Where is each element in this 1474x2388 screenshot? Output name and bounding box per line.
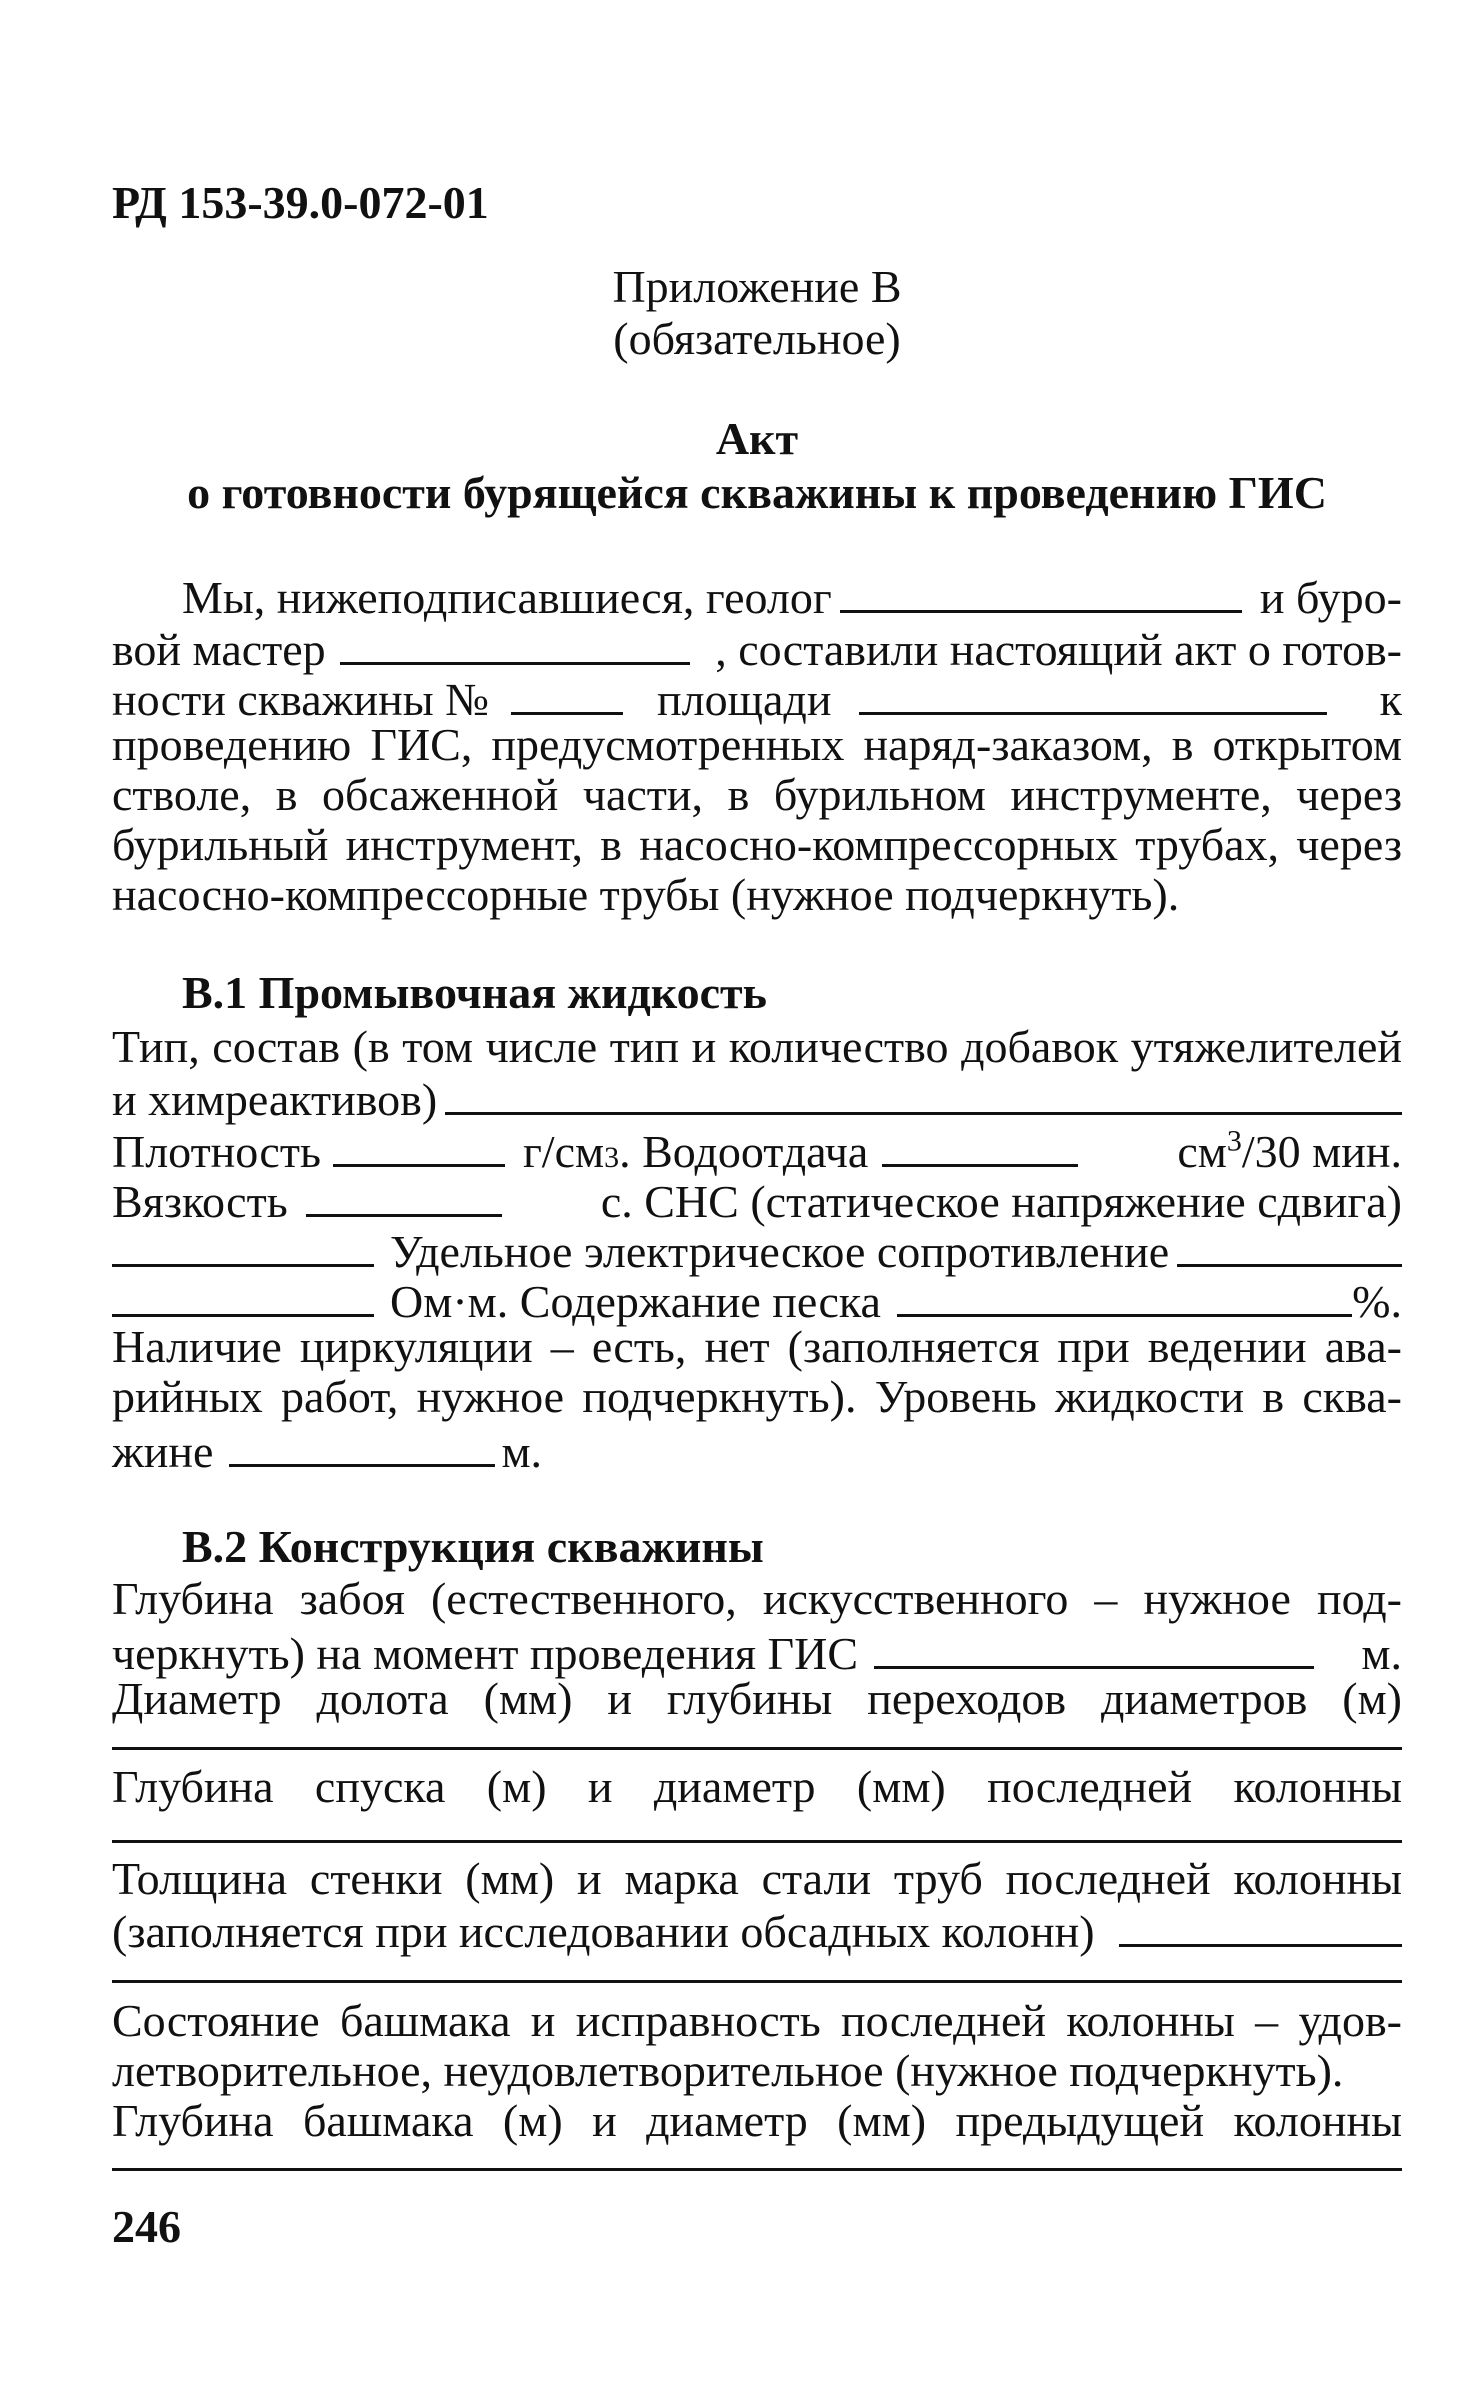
b1-line-3: Плотность г/см 3 . Водоотдача $см^3/30$ мин.: [112, 1120, 1402, 1179]
fluid-loss-field[interactable]: [882, 1120, 1078, 1167]
previous-casing-field[interactable]: [112, 2168, 1402, 2171]
geologist-field[interactable]: [840, 568, 1242, 613]
intro-line-1: Мы, нижеподписавшиеся, геолог и буро-: [112, 568, 1402, 625]
well-number-field[interactable]: [511, 668, 623, 715]
intro-line-2: вой мастер , составили настоящий акт о готов-: [112, 618, 1402, 677]
intro-line-7: насосно-компрессорные трубы (нужное подчеркнуть).: [112, 869, 1180, 920]
intro-line-4: проведению ГИС, предусмотренных наряд-заказом, в открытом: [112, 719, 1402, 770]
b2-line-8: летворительное, неудовлетворительное (нужное подчеркнуть).: [112, 2045, 1344, 2096]
intro-line-6: бурильный инструмент, в насосно-компрессорных трубах, через: [112, 819, 1402, 870]
drilling-master-field[interactable]: [340, 618, 690, 665]
casing-depth-field[interactable]: [112, 1840, 1402, 1843]
b1-line-4: Вязкость с. СНС (статическое напряжение сдвига): [112, 1170, 1402, 1229]
composition-field[interactable]: [445, 1070, 1402, 1115]
section-b1-heading: В.1 Промывочная жидкость: [182, 967, 767, 1018]
viscosity-field[interactable]: [306, 1170, 502, 1217]
b2-line-6: (заполняется при исследовании обсадных колонн): [112, 1902, 1402, 1959]
appendix-title: Приложение В: [612, 261, 902, 312]
bit-diameter-field[interactable]: [112, 1747, 1402, 1750]
wall-thickness-field[interactable]: [1119, 1902, 1402, 1947]
sand-content-field[interactable]: [897, 1272, 1352, 1317]
section-b2-heading: В.2 Конструкция скважины: [182, 1521, 764, 1572]
density-field[interactable]: [333, 1120, 505, 1167]
b2-line-9: Глубина башмака (м) и диаметр (мм) предыдущей колонны: [112, 2095, 1402, 2146]
doc-code: РД 153-39.0-072-01: [112, 177, 489, 228]
intro-line-3: ности скважины № площади к: [112, 668, 1402, 727]
b1-line-5: Удельное электрическое сопротивление: [112, 1220, 1402, 1279]
b1-line-7: Наличие циркуляции – есть, нет (заполняется при ведении ава-: [112, 1321, 1402, 1372]
page-number: 246: [112, 2201, 181, 2252]
appendix-status: (обязательное): [613, 313, 901, 364]
act-subtitle: о готовности бурящейся скважины к проведению ГИС: [187, 467, 1327, 518]
b1-line-1: Тип, состав (в том числе тип и количество добавок утяжелителей: [112, 1021, 1402, 1072]
b2-line-3: Диаметр долота (мм) и глубины переходов диаметров (м): [112, 1673, 1402, 1724]
resistivity-field[interactable]: [1177, 1222, 1402, 1267]
wall-thickness-field-cont[interactable]: [112, 1980, 1402, 1983]
act-title: Акт: [715, 413, 799, 464]
resistivity-field-cont[interactable]: [112, 1270, 374, 1317]
area-field[interactable]: [859, 668, 1327, 715]
b2-line-7: Состояние башмака и исправность последней колонны – удов-: [112, 1995, 1402, 2046]
b1-line-2: и химреактивов): [112, 1070, 1402, 1127]
b2-line-5: Толщина стенки (мм) и марка стали труб последней колонны: [112, 1853, 1402, 1904]
b2-line-4: Глубина спуска (м) и диаметр (мм) последней колонны: [112, 1761, 1402, 1812]
sns-field[interactable]: [112, 1220, 374, 1267]
fluid-level-field[interactable]: [229, 1420, 495, 1467]
b2-line-2: черкнуть) на момент проведения ГИС м.: [112, 1622, 1402, 1681]
b1-line-8: рийных работ, нужное подчеркнуть). Уровень жидкости в сква-: [112, 1371, 1402, 1422]
b1-line-9: жине м.: [112, 1420, 1402, 1479]
intro-line-5: стволе, в обсаженной части, в бурильном инструменте, через: [112, 769, 1402, 820]
b2-line-1: Глубина забоя (естественного, искусственного – нужное под-: [112, 1573, 1402, 1624]
b1-line-6: Ом·м. Содержание песка %.: [112, 1270, 1402, 1329]
bottomhole-depth-field[interactable]: [874, 1622, 1314, 1669]
